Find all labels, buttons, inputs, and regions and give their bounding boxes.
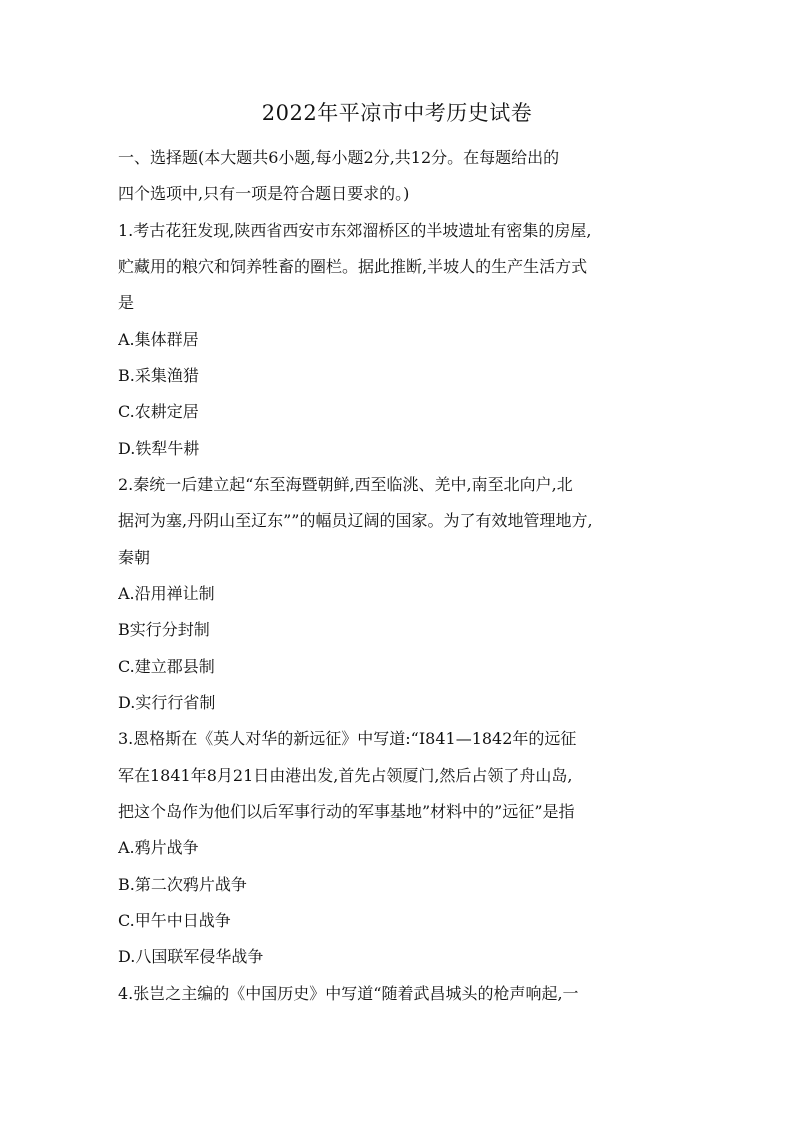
question-3-option-d: D.八国联军侵华战争	[118, 947, 264, 966]
question-1-option-b: B.采集渔猎	[118, 366, 199, 385]
question-1-option-c: C.农耕定居	[118, 402, 199, 421]
question-2-option-b: B实行分封制	[118, 620, 210, 639]
question-2-option-a: A.沿用禅让制	[118, 584, 215, 603]
page-title: 2022年平凉市中考历史试卷	[261, 101, 533, 125]
question-4-stem-line-1: 4.张岂之主编的《中国历史》中写道“随着武昌城头的枪声响起,一	[118, 984, 579, 1003]
question-3-stem-line-3: 把这个岛作为他们以后军事行动的军事基地”材料中的”远征”是指	[118, 802, 575, 821]
question-1-option-a: A.集体群居	[118, 330, 199, 349]
question-2-option-d: D.实行行省制	[118, 693, 216, 712]
question-2-stem-line-3: 秦朝	[118, 548, 151, 567]
question-3-option-c: C.甲午中日战争	[118, 911, 231, 930]
question-2-stem-line-2: 据河为塞,丹阴山至辽东””的幅员辽阔的国家。为了有效地管理地方,	[118, 511, 593, 530]
question-1-stem-line-2: 贮藏用的粮穴和饲养牲畜的圈栏。据此推断,半坡人的生产生活方式	[118, 257, 588, 276]
section-heading-line-1: 一、选择题(本大题共6小题,每小题2分,共12分。在每题给出的	[118, 148, 560, 167]
question-3-stem-line-2: 军在1841年8月21日由港出发,首先占领厦门,然后占领了舟山岛,	[118, 766, 573, 785]
question-1-option-d: D.铁犁牛耕	[118, 439, 200, 458]
question-2-stem-line-1: 2.秦统一后建立起“东至海暨朝鲜,西至临洮、羌中,南至北向户,北	[118, 475, 573, 494]
question-3-stem-line-1: 3.恩格斯在《英人对华的新远征》中写道:“I841—1842年的远征	[118, 729, 577, 748]
question-3-option-a: A.鸦片战争	[118, 838, 199, 857]
question-1-stem-line-3: 是	[118, 293, 135, 312]
section-heading-line-2: 四个选项中,只有一项是符合题日要求的。)	[118, 184, 410, 203]
question-1-stem-line-1: 1.考古花狂发现,陕西省西安市东郊溜桥区的半坡遗址有密集的房屋,	[118, 221, 592, 240]
question-2-option-c: C.建立郡县制	[118, 657, 215, 676]
question-3-option-b: B.第二次鸦片战争	[118, 875, 247, 894]
